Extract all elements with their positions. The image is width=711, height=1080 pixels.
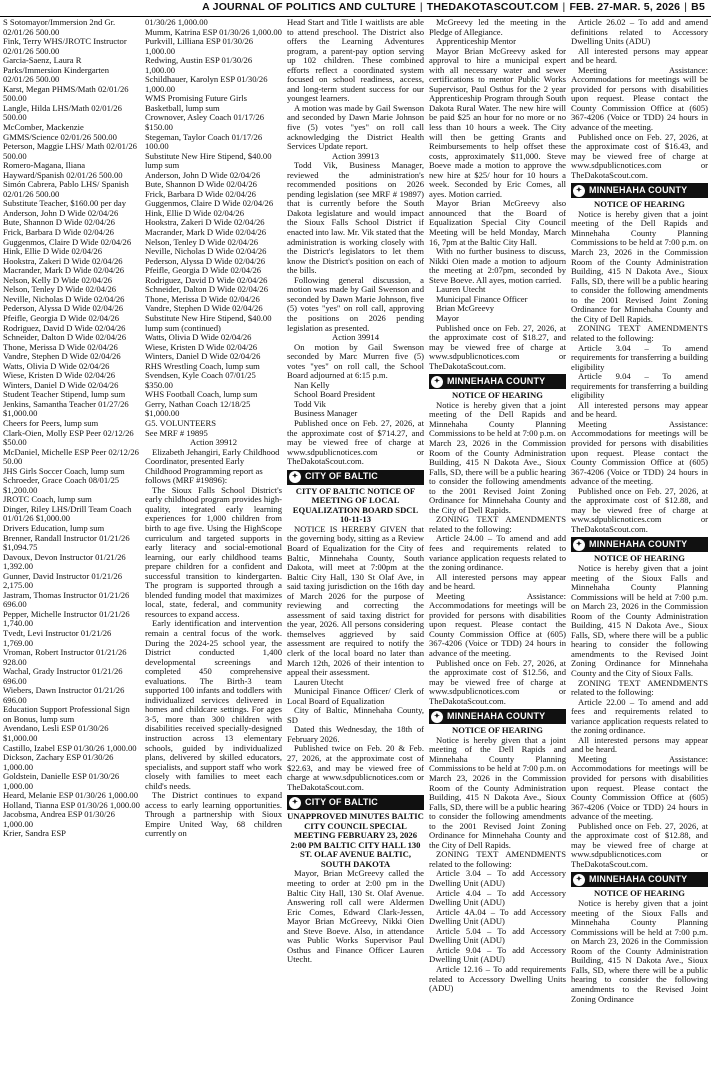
text-line: Dinger, Riley LHS/Drill Team Coach 01/01/26 $1,000.00 [3,503,132,524]
paragraph: Following general discussion, a motion was made by Gail Swenson and seconded by Dawn Marie Johnson, five (5) votes "yes" on roll call, approving the positions on 2026 pending legislation as presented. [287,274,424,333]
text-line: RHS Wrestling Coach, lump sum [145,360,260,371]
text-line: Nelson, Tenley D Wide 02/04/26 [3,284,117,295]
signature-line: Municipal Finance Officer/ Clerk of Local Board of Equalization [287,686,424,706]
text-line: Wiese, Kristen D Wide 02/04/26 [145,341,258,352]
column-4 [429,18,566,1078]
column-1 [3,18,140,1078]
section-banner-label: MINNEHAHA COUNTY [447,375,546,386]
signature-line: Municipal Finance Officer [436,293,528,304]
text-line: Nelson, Kelly D Wide 02/04/26 [3,274,113,285]
paragraph: Article 22.00 – To amend and add fees and requirements related to variance application requests related to the zoning ordinance. [571,696,708,736]
notice-title: NOTICE OF HEARING [594,553,685,564]
text-line: Bute, Shannon D Wide 02/04/26 [145,179,257,190]
text-line: Romero-Magana, Iliana Hayward/Spanish 02/01/26 500.00 [3,160,123,180]
text-line: Schneider, Dalton D Wide 02/04/26 [145,284,269,295]
text-line: Peterson, Maggie LHS/ Math 02/01/26 500.00 [3,141,137,161]
notice-columns [3,18,708,1078]
text-line: Guggenmos, Claire D Wide 02/04/26 [3,236,132,247]
text-line: See MRF # 19895 [145,427,208,438]
text-line: Jenkins, Samantha Teacher 01/27/26 $1,000.00 [3,398,129,419]
paragraph: Article 4A.04 – To add Accessory Dwelling Unit (ADU) [429,906,566,927]
signature-line: Nan Kelly [294,379,330,390]
text-line: Redwing, Austin ESP 01/30/26 1,000.00 [145,55,253,75]
text-line: JHS Girls Soccer Coach, lump sum [3,465,125,476]
issue-dates: FEB. 27-MAR. 5, 2026 [569,1,681,13]
paragraph: Early identification and intervention remain a central focus of the work. During the 2024-25 school year, the District conducted 1,400 developmental screenings and completed 450 comprehensive evaluations. The Birth-3 team supported 100 infants and toddlers with individualized services delivered in homes and childcare settings. For ages 3-5, more than 300 children with disabilities received specially-designed instruction across 13 elementary schools, guided by individualized plans, delivered by skilled educators, specialists, and support staff who work closely with families to meet each child's needs. [145,618,282,791]
text-line: Clark-Oien, Molly ESP Peer 02/12/26 $50.00 [3,427,134,448]
text-line: Crownover, Asley Coach 01/17/26 $150.00 [145,112,264,133]
text-line: Hink, Ellie D Wide 02/04/26 [3,246,103,257]
column-2 [145,18,282,1078]
text-line: Substitute New Hire Stipend, $40.00 lump sum [145,150,272,171]
text-line: Hookstra, Zakeri D Wide 02/04/26 [3,255,123,266]
paragraph: Article 5.04 – To add Accessory Dwelling Unit (ADU) [429,925,566,946]
publication-note: Published twice on Feb. 20 & Feb. 27, 2026, at the approximate cost of $22.63, and may be viewed free of charge at www.sdpublicnotices.com or TheDakotaScout.com. [287,743,424,792]
text-line: Pederson, Alyssa D Wide 02/04/26 [3,303,124,314]
text-line: JROTC Coach, lump sum [3,494,92,505]
section-banner-label: MINNEHAHA COUNTY [589,539,688,550]
paragraph: Head Start and Title I waitlists are able to attend preschool. The District also offers the Learning Adventures program, a parent-pay option serving up 102 children. These combined efforts reflect a coordinated system focused on school readiness, access, and long-term student success for our youngest learners. [287,18,424,104]
text-line: Neville, Nicholas D Wide 02/04/26 [145,246,267,257]
text-line: Rodriguez, David D Wide 02/04/26 [145,274,268,285]
text-line: Vroman, Robert Instructor 01/21/26 928.00 [3,647,127,667]
text-line: Garcia-Saenz, Laura R Parks/Immersion Kindergarten 02/01/26 500.00 [3,55,110,85]
notice-title: CITY OF BALTIC NOTICE OF MEETING OF LOCAL EQUALIZATION BOARD SDCL 10-11-13 [292,485,419,525]
site-name: THEDAKOTASCOUT.COM [426,1,559,13]
text-line: Vandre, Stephen D Wide 02/04/26 [145,303,263,314]
masthead-bar [0,0,711,17]
publication-note: Published once on Feb. 27, 2026, at the approximate cost of $12.88, and may be viewed free of charge at www.sdpublicnotices.com or TheDakotaScout.com. [571,820,708,869]
text-line: S Sotomayor/Immersion 2nd Gr. 02/01/26 500.00 [3,18,116,37]
text-line: Wachal, Grady Instructor 01/21/26 696.00 [3,666,123,686]
signature-line: Brian McGreevy [436,303,494,314]
section-banner [429,374,566,389]
paragraph: Article 12.16 – To add requirements related to Accessory Dwelling Units (ADU) [429,963,566,994]
signature-line: City of Baltic, Minnehaha County, SD [287,705,424,725]
paragraph: A motion was made by Gail Swenson and seconded by Dawn Marie Johnson five (5) votes "yes" on roll call acknowledging the District Health Services Update report. [287,102,424,152]
section-banner-label: CITY OF BALTIC [305,471,378,482]
text-line: Heard, Melanie ESP 01/30/26 1,000.00 [3,790,139,801]
text-line: Simón Cabrera, Pablo LHS/ Spanish 02/01/26 500.00 [3,179,129,199]
text-line: Mumm, Katrina ESP 01/30/26 1,000.00 [145,26,282,37]
paragraph: Meeting Assistance: Accommodations for meetings will be provided for persons with disabilities upon request. Please contact the County Commission Office at (605) 367-4206 (Voice or TDD) 24 hours in advance of the meeting. [571,64,708,133]
paragraph: The District continues to expand access to early learning opportunities. Through a partnership with Sioux Empire United Way, 68 children currently on [145,790,282,839]
publication-note: Published once on Feb. 27, 2026, at the approximate cost of $16.43, and may be viewed free of charge at www.sdpublicnotices.com or TheDakotaScout.com. [571,131,708,180]
section-banner [287,795,424,810]
paragraph: Meeting Assistance: Accommodations for meetings will be provided for persons with disabilities upon request. Please contact the County Commission Office at (605) 367-4206 (Voice or TDD) 24 hours in advance of the meeting. [571,753,708,822]
paragraph: Notice is hereby given that a joint meeting of the Sioux Falls and Minnehaha County Planning Commissions will be held at 7:00 p.m. on March 23, 2026 in the Commission Room of the County Administration Building, 415 N Dakota Ave., Sioux Falls, SD, where there will be a public hearing to consider the following amendments to the Revised Joint Zoning Ordinance for Minnehaha County and the City of Sioux Falls. [571,562,708,678]
city-seal-icon: ✦ [573,185,585,197]
section-banner-label: MINNEHAHA COUNTY [447,711,546,721]
paragraph: McGreevy led the meeting in the Pledge of Allegiance. [429,18,566,37]
paragraph: Notice is hereby given that a joint meeting of the Sioux Falls and Minnehaha County Planning Commissions will be held at 7:00 p.m. on March 23, 2026 in the Commission Room of the County Administration Building, 415 N Dakota Ave., Sioux Falls, SD, where there will be a public hearing to consider the following amendments to the Revised Joint Zoning Ordinance [571,898,708,1004]
paragraph: ZONING TEXT AMENDMENTS related to the following: [571,323,708,343]
section-banner [571,537,708,552]
signature-line: Todd Vik [294,398,326,409]
paragraph: ZONING TEXT AMENDMENTS related to the following: [571,677,708,698]
text-line: Goldstein, Danielle ESP 01/30/26 1,000.00 [3,771,120,791]
notice-title: NOTICE OF HEARING [594,199,685,210]
paragraph: Article 9.04 – To add Accessory Dwelling Unit (ADU) [429,944,566,965]
paragraph: Notice is hereby given that a joint meeting of the Dell Rapids and Minnehaha County Planning Commissions to be held at 7:00 p.m. on March 23, 2026 in the Commission Room of the County Administration Building, 415 N Dakota Ave., Sioux Falls, SD, there will be a public hearing to consider the following amendments to the 2001 Revised Joint Zoning Ordinance for Minnehaha County and the City of Dell Rapids. [429,399,566,515]
masthead-separator: | [562,1,566,13]
text-line: Avendano, Lesli ESP 01/30/26 $1,000.00 [3,723,109,744]
text-line: Vandre, Stephen D Wide 02/04/26 [3,351,121,362]
paragraph: Apprenticeship Mentor [436,36,516,47]
text-line: Jastram, Thomas Instructor 01/21/26 696.00 [3,589,130,610]
notice-title: UNAPPROVED MINUTES BALTIC CITY COUNCIL SPECIAL MEETING FEBRUARY 23, 2026 2:00 PM BALTIC CITY HALL 130 ST. OLAF AVENUE BALTIC, SOUTH DAKOTA [287,811,424,869]
text-line: Schildhauer, Karolyn ESP 01/30/26 1,000.00 [145,74,268,94]
paragraph: All interested persons may appear and be heard. [571,734,708,755]
text-line: Wiebers, Dawn Instructor 01/21/26 696.00 [3,685,125,705]
text-line: Purkvill, Lilliana ESP 01/30/26 1,000.00 [145,36,254,56]
text-line: Macrander, Mark D Wide 02/04/26 [145,227,267,238]
action-number: Action 39913 [331,150,380,161]
text-line: Pepper, Michelle Instructor 01/21/26 1,740.00 [3,608,130,629]
signature-line: Lauren Utecht [436,284,486,295]
signature-line: Mayor [436,312,459,323]
text-line: Student Teacher Stipend, lump sum [3,389,126,400]
text-line: Nelson, Tenley D Wide 02/04/26 [145,236,259,247]
text-line: Neville, Nicholas D Wide 02/04/26 [3,293,125,304]
text-line: Action 39912 [189,437,238,448]
text-line: Watts, Olivia D Wide 02/04/26 [145,332,252,343]
text-line: Anderson, John D Wide 02/04/26 [145,169,261,180]
section-banner [571,183,708,198]
paragraph: With no further business to discuss, Nikki Oien made a motion to adjourn the meeting at 2:07pm, seconded by Steve Boeve. All ayes, motion carried. [429,246,566,285]
masthead-separator: | [419,1,423,13]
paragraph: Todd Vik, Business Manager, reviewed the administration's recommended positions on 2026 pending legislation (see MRF # 19897) that is currently before the South Dakota legislature and would impact the Sioux Falls School District if enacted into law. Mr. Vik stated that the administration is working closely with the District's legislators to let them know the District's position on each of the bills. [287,160,424,276]
text-line: Pfeifle, Georgia D Wide 02/04/26 [3,312,120,323]
city-seal-icon: ✦ [431,376,443,388]
text-line: Brenner, Randall Instructor 01/21/26 $1,094.75 [3,532,130,553]
text-line: Frick, Barbara D Wide 02/04/26 [3,227,114,238]
text-line: Langle, Hilda LHS/Math 02/01/26 500.00 [3,102,122,123]
paragraph: All interested persons may appear and be heard. [429,571,566,592]
paragraph: ZONING TEXT AMENDMENTS related to the following: [429,849,566,869]
paragraph: NOTICE IS HEREBY GIVEN that the governing body, sitting as a Review Board of Equalization for the City of Baltic, Minnehaha County, South Dakota, will meet at 7:00pm at the Baltic City Hall, 130 St Olaf Ave, in said taxing jurisdiction on the 16th day of March 2026 for the purpose of reviewing and correcting the assessment of said taxing district for the year, 2026. All persons considering themselves aggrieved by said assessment are required to notify the clerk of the local board no later than March 12th, 2026 of their intention to appeal their assessment. [287,523,424,678]
masthead-separator: | [684,1,688,13]
text-line: WHS Football Coach, lump sum [145,389,258,400]
city-seal-icon: ✦ [289,797,301,809]
text-line: McDaniel, Michelle ESP Peer 02/12/26 50.00 [3,446,139,467]
column-5 [571,18,708,1078]
text-line: Anderson, John D Wide 02/04/26 [3,207,119,218]
text-line: McComber, Mackenzie GMMS/Science 02/01/26 500.00 [3,122,117,142]
text-line: Frick, Barbara D Wide 02/04/26 [145,188,256,199]
text-line: G5. VOLUNTEERS [145,417,216,428]
text-line: Pfeifle, Georgia D Wide 02/04/26 [145,265,262,276]
notice-title: NOTICE OF HEARING [452,725,543,736]
section-banner [571,872,708,887]
city-seal-icon: ✦ [573,874,585,886]
paragraph: Article 3.04 – To add Accessory Dwelling Unit (ADU) [429,868,566,889]
paragraph: Article 4.04 – To add Accessory Dwelling Unit (ADU) [429,887,566,908]
city-seal-icon: ✦ [289,471,301,483]
text-line: Wiese, Kristen D Wide 02/04/26 [3,370,116,381]
signature-line: Lauren Utecht [294,676,344,687]
section-banner-label: MINNEHAHA COUNTY [589,874,688,885]
publication-note: Published once on Feb. 27, 2026, at the approximate cost of $714.27, and may be viewed free of charge at www.sdpublicnotices.com or TheDakotaScout.com. [287,417,424,467]
text-line: Drivers Education, lump sum [3,522,105,533]
column-3 [287,18,424,1078]
signature-line: Business Manager [294,408,358,419]
text-line: Krier, Sandra ESP [3,828,66,839]
text-line: Guggenmos, Claire D Wide 02/04/26 [145,198,274,209]
notice-title: NOTICE OF HEARING [452,390,543,401]
signature-line: School Board President [294,389,376,400]
text-line: Hink, Ellie D Wide 02/04/26 [145,207,245,218]
text-line: WMS Promising Future Girls Basketball, lump sum [145,93,247,113]
city-seal-icon: ✦ [431,711,443,723]
text-line: Macrander, Mark D Wide 02/04/26 [3,265,125,276]
section-banner [287,470,424,485]
text-line: Schneider, Dalton D Wide 02/04/26 [3,332,127,343]
text-line: Karst, Megan PHMS/Math 02/01/26 500.00 [3,83,129,104]
text-line: Schroeder, Grace Coach 08/01/25 $1,200.00 [3,475,120,495]
action-number: Action 39914 [331,332,380,343]
section-banner-label: CITY OF BALTIC [305,796,378,807]
text-line: Winters, Daniel D Wide 02/04/26 [3,379,119,390]
paragraph: All interested persons may appear and be heard. [571,45,708,66]
paragraph: The Sioux Falls School District's early childhood program provides high-quality, integrated early learning experiences for 1,000 children from birth to age five. Using the HighScope curriculum and targeted supports in early literacy and social-emotional learning, our early childhood teams prepare children for a confident and successful transition to kindergarten. The program is supported through a blended funding model that maximizes local, state, federal, and community resources to expand access. [145,484,282,619]
section-banner-label: MINNEHAHA COUNTY [589,185,688,196]
text-line: Rodriguez, David D Wide 02/04/26 [3,322,126,333]
paragraph: Mayor Brian McGreevy asked for approval to hire a municipal expert with all necessary water and sewer certifications to mentor Public Works Supervisor, Paul Osthus for the 2 year Apprenticeship Program through South Dakota Rural Water. The new hire will be paid $25 an hour for no more or no less than 10 hours a week. The City will then be getting Grants and Reimbursements to help offset these costs, approximately $11,000. Steve Boeve made a motion to approve the new hire at $25/ hour for 10 hours a week. Seconded by Eric Comes, all ayes. Motion carried. [429,45,566,199]
paragraph: Mayor, Brian McGreevy called the meeting to order at 2:00 pm in the Baltic City Hall, 130 St. Olaf Avenue. Answering roll call were Aldermen Eric Comes, Edward Clark-Jessen, Mayor Brian McGreevy, Nikki Oien and Steve Boeve. Also, in attendance was Public Works Supervisor Paul Osthus and Finance Officer Lauren Utecht. [287,868,424,965]
text-line: Stegeman, Taylor Coach 01/17/26 100.00 [145,131,263,152]
paragraph: Mayor Brian McGreevy also announced that the Board of Equalization Special City Council Meeting will be held Monday, March 16, 7pm at the Baltic City Hall. [429,198,566,247]
paragraph: On motion by Gail Swenson seconded by Marc Murren five (5) votes "yes" on roll call, the School Board adjourned at 6:15 p.m. [287,341,424,381]
paragraph: Article 3.04 – To amend requirements for transferring a building eligibility [571,342,708,372]
notice-title: NOTICE OF HEARING [594,888,685,899]
text-line: Gerry, Nathan Coach 12/18/25 $1,000.00 [145,398,251,419]
publication-tagline: A JOURNAL OF POLITICS AND CULTURE [202,1,416,13]
text-line: Pederson, Alyssa D Wide 02/04/26 [145,255,266,266]
paragraph: Dated this Wednesday, the 18th of February 2026. [287,724,424,744]
text-line: Jacobsma, Andrea ESP 01/30/26 1,000.00 [3,809,115,829]
text-line: Dickson, Zachary ESP 01/30/26 1,000.00 [3,752,114,772]
text-line: 01/30/26 1,000.00 [145,18,208,27]
text-line: Watts, Olivia D Wide 02/04/26 [3,360,110,371]
publication-note: Published once on Feb. 27, 2026, at the approximate cost of $18.27, and may be viewed free of charge at www.sdpublicnotices.com or TheDakotaScout.com. [429,322,566,371]
text-line: Thone, Merissa D Wide 02/04/26 [145,293,260,304]
masthead [202,0,705,15]
text-line: Davoux, Devon Instructor 01/21/26 1,392.00 [3,551,126,572]
city-seal-icon: ✦ [573,539,585,551]
text-line: Holland, Tianna ESP 01/30/26 1,000.00 [3,799,140,810]
publication-note: Published once on Feb. 27, 2026, at the approximate cost of $12.56, and may be viewed free of charge at www.sdpublicnotices.com or TheDakotaScout.com. [429,657,566,706]
text-line: Winters, Daniel D Wide 02/04/26 [145,351,261,362]
section-banner [429,709,566,724]
paragraph: Elizabeth Jehangiri, Early Childhood Coordinator, presented Early Childhood Programming report as follows (MRF #19896): [145,446,280,486]
text-line: Tvedt, Levi Instructor 01/21/26 1,769.00 [3,628,112,648]
page-number: B5 [691,1,705,13]
paragraph: Article 26.02 – To add and amend definitions related to Accessory Dwelling Units (ADU) [571,18,708,47]
paragraph: Article 9.04 – To amend requirements for transferring a building eligibility [571,371,708,401]
text-line: Substitute New Hire Stipend, $40.00 lump sum (continued) [145,312,272,333]
paragraph: Notice is hereby given that a joint meeting of the Dell Rapids and Minnehaha County Planning Commissions to be held at 7:00 p.m. on March 23, 2026 in the Commission Room of the County Administration Building, 415 N Dakota Ave., Sioux Falls, SD, there will be a public hearing to consider the following amendments to the 2001 Revised Joint Zoning Ordinance for Minnehaha County and the City of Dell Rapids. [571,208,708,324]
text-line: Thone, Merissa D Wide 02/04/26 [3,341,118,352]
paragraph: All interested persons may appear and be heard. [571,399,708,420]
text-line: Cheers for Peers, lump sum [3,417,99,428]
paragraph: Meeting Assistance: Accommodations for meetings will be provided for persons with disabilities upon request. Please contact the County Commission Office at (605) 367-4206 (Voice or TDD) 24 hours in advance of the meeting. [571,418,708,487]
paragraph: Meeting Assistance: Accommodations for meetings will be provided for persons with disabilities upon request. Please contact the County Commission Office at (605) 367-4206 (Voice or TDD) 24 hours in advance of the meeting. [429,590,566,658]
text-line: Bute, Shannon D Wide 02/04/26 [3,217,115,228]
text-line: Gunner, David Instructor 01/21/26 2,175.00 [3,570,122,591]
text-line: Substitute Teacher, $160.00 per day [3,198,126,209]
paragraph: Notice is hereby given that a joint meeting of the Dell Rapids and Minnehaha County Planning Commissions to be held at 7:00 p.m. on March 23, 2026 in the Commission Room of the County Administration Building, 415 N Dakota Ave., Sioux Falls, SD, there will be a public hearing to consider the following amendments to the 2001 Revised Joint Zoning Ordinance for Minnehaha County and the City of Dell Rapids. [429,734,566,850]
paragraph: ZONING TEXT AMENDMENTS related to the following: [429,514,566,534]
text-line: Fink, Terry WHS/JROTC Instructor 02/01/26 500.00 [3,36,127,56]
text-line: Hookstra, Zakeri D Wide 02/04/26 [145,217,265,228]
paragraph: Article 24.00 – To amend and add fees and requirements related to variance application requests related to the zoning ordinance. [429,533,566,573]
publication-note: Published once on Feb. 27, 2026, at the approximate cost of $12.88, and may be viewed free of charge at www.sdpublicnotices.com or TheDakotaScout.com. [571,485,708,534]
text-line: Svendsen, Kyle Coach 07/01/25 $350.00 [145,370,256,390]
text-line: Castillo, Izabel ESP 01/30/26 1,000.00 [3,742,137,753]
text-line: Education Support Professional Sign on Bonus, lump sum [3,704,130,724]
